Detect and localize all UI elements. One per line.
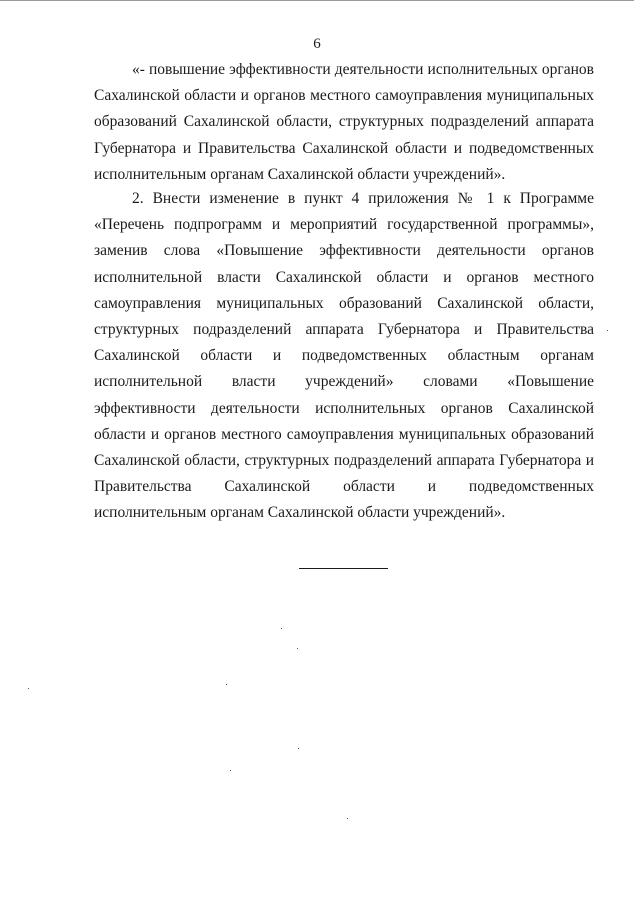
paragraph-1: «- повышение эффективности деятельности исполнительных органов Сахалинской области и органов местного самоуправления муниципальных образований Сахалинской области, структурных подразделений аппарата Губернатора и Правительства Сахалинской области и подведомственных исполнительным органам Сахалинской области учреждений».	[94, 61, 594, 183]
page-number: 6	[313, 36, 321, 52]
scan-speck	[298, 748, 299, 749]
scan-edge-line	[0, 0, 634, 1]
scan-speck	[281, 628, 282, 629]
scan-speck	[347, 818, 348, 819]
scan-speck	[226, 684, 227, 685]
scan-speck	[28, 688, 29, 689]
end-of-document-rule	[299, 568, 388, 569]
scan-speck	[230, 770, 231, 771]
scan-speck	[297, 648, 298, 649]
scan-speck	[607, 330, 608, 331]
paragraph-2: 2. Внести изменение в пункт 4 приложения № 1 к Программе «Перечень подпрограмм и мероприятий государственной программы», заменив слова «Повышение эффективности деятельности органов исполнительной власти Сахалинской области и органов местного самоуправления муниципальных образований Сахалинской области, структурных подразделений аппарата Губернатора и Правительства Сахалинской области и подведомственных областным органам исполнительной власти учреждений» словами «Повышение эффективности деятельности исполнительных органов Сахалинской области и органов местного самоуправления муниципальных образований Сахалинской области, структурных подразделений аппарата Губернатора и Правительства Сахалинской области и подведомственных исполнительным органам Сахалинской области учреждений».	[94, 190, 594, 522]
